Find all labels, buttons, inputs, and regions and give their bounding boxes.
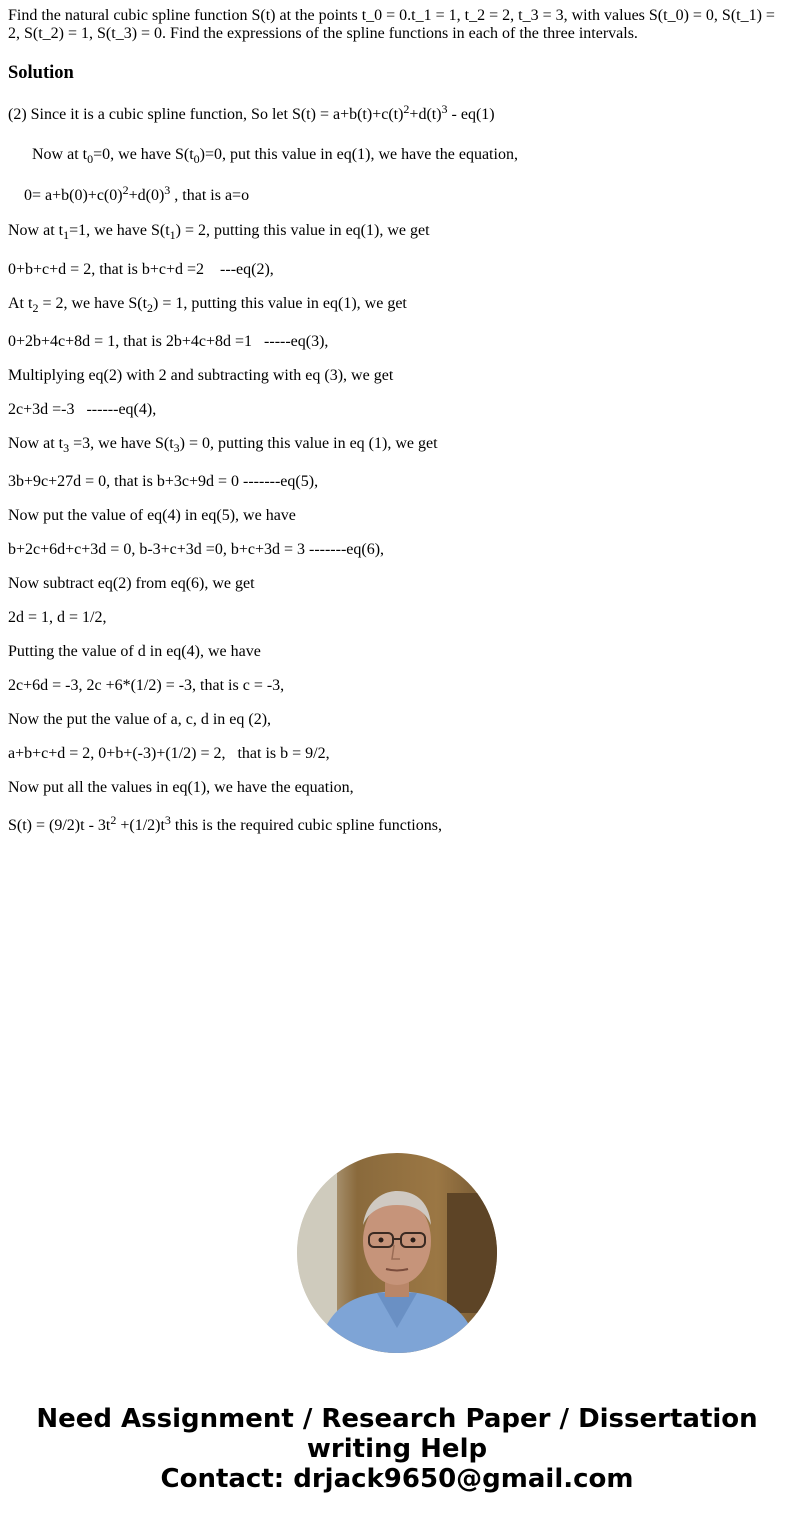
solution-line: Multiplying eq(2) with 2 and subtracting with eq (3), we get [8,367,394,384]
footer-line-2: writing Help [306,1434,488,1464]
solution-line: Now put the value of eq(4) in eq(5), we have [8,507,296,524]
solution-line: 2c+6d = -3, 2c +6*(1/2) = -3, that is c = -3, [8,677,285,694]
solution-line: a+b+c+d = 2, 0+b+(-3)+(1/2) = 2, that is b = 9/2, [8,745,330,762]
portrait-image [297,1153,497,1353]
footer-banner [0,1404,794,1494]
solution-line: 0+2b+4c+8d = 1, that is 2b+4c+8d =1 -----eq(3), [8,333,329,350]
solution-line: Now at $t_3 =3$, we have $S(t_3) = 0$, putting this value in eq (1), we get [8,435,438,455]
solution-line: At $t_2 = 2$, we have $S(t_2) = 1$, putting this value in eq(1), we get [8,295,407,315]
final-answer-line: $S(t) = (9/2)t - 3t^2 +(1/2)t^3$ this is the required cubic spline functions, [8,813,442,834]
solution-line: 2c+3d =-3 ------eq(4), [8,401,157,418]
author-photo [297,1153,497,1353]
solution-line: Now at $t_0=0$, we have $S(t_0)=0$, put this value in eq(1), we have the equation, [32,146,518,166]
question-text: Find the natural cubic spline function S(t) at the points t_0 = 0.t_1 = 1, t_2 = 2, t_3 = 3, with values S(t_0) = 0, S(t_1) = 2, S(t_2) = 1, S(t_3) = 0. Find the expressions of the spline functions in each of the three intervals. [8,7,775,42]
solution-line: 3b+9c+27d = 0, that is b+3c+9d = 0 -------eq(5), [8,473,319,490]
solution-heading: Solution [8,63,74,83]
solution-line: Now put all the values in eq(1), we have the equation, [8,779,354,796]
solution-line: (2) Since it is a cubic spline function, So let $S(t) = a+b(t)+c(t)^2+d(t)^3 - eq(1)$ [8,102,495,123]
solution-line: b+2c+6d+c+3d = 0, b-3+c+3d =0, b+c+3d = 3 -------eq(6), [8,541,385,558]
solution-line: Now subtract eq(2) from eq(6), we get [8,575,255,592]
solution-line: Now at $t_1=1$, we have $S(t_1) = 2$, putting this value in eq(1), we get [8,222,430,242]
solution-line: Now the put the value of a, c, d in eq (2), [8,711,272,728]
solution-line: $0= a+b(0)+c(0)^2+d(0)^3$ , that is a=o [24,183,250,204]
solution-line: 2d = 1, d = 1/2, [8,609,107,626]
footer-contact: Contact: drjack9650@gmail.com [160,1464,634,1494]
solution-line: Putting the value of d in eq(4), we have [8,643,261,660]
footer-line-1: Need Assignment / Research Paper / Dissertation [36,1404,758,1434]
solution-document [8,0,786,834]
solution-line: 0+b+c+d = 2, that is b+c+d =2 ---eq(2), [8,261,274,278]
